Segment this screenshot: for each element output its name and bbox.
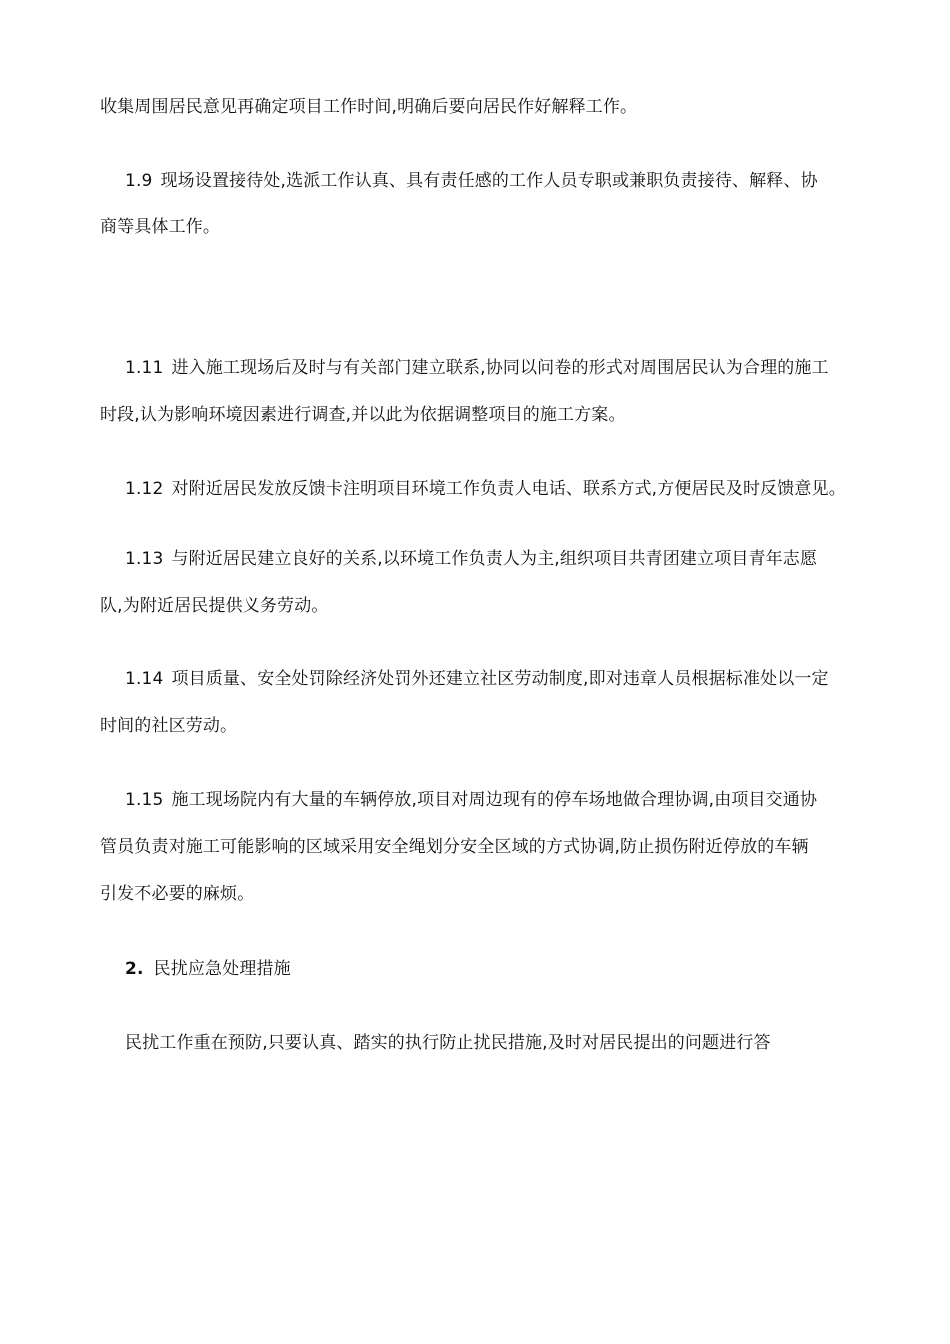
- line-text: 民扰工作重在预防,只要认真、踏实的执行防止扰民措施,及时对居民提出的问题进行答: [125, 1033, 771, 1053]
- line-text: 与附近居民建立良好的关系,以环境工作负责人为主,组织项目共青团建立项目青年志愿: [171, 549, 818, 569]
- section-number: 2.: [125, 959, 144, 979]
- paragraph-line: [125, 357, 829, 379]
- item-number: 1.12: [125, 479, 164, 499]
- item-number: 1.9: [125, 171, 153, 191]
- line-text: 施工现场院内有大量的车辆停放,项目对周边现有的停车场地做合理协调,由项目交通协: [171, 790, 818, 810]
- paragraph-line: [100, 715, 237, 737]
- paragraph-line: [125, 668, 829, 690]
- line-text: 收集周围居民意见再确定项目工作时间,明确后要向居民作好解释工作。: [100, 97, 638, 117]
- section-heading: [125, 958, 291, 980]
- line-text: 进入施工现场后及时与有关部门建立联系,协同以问卷的形式对周围居民认为合理的施工: [171, 358, 829, 378]
- paragraph-line: [100, 883, 254, 905]
- paragraph-line: [100, 404, 626, 426]
- line-text: 引发不必要的麻烦。: [100, 884, 255, 904]
- section-title: 民扰应急处理措施: [153, 959, 291, 979]
- paragraph-line: [100, 595, 329, 617]
- line-text: 时段,认为影响环境因素进行调查,并以此为依据调整项目的施工方案。: [100, 405, 626, 425]
- paragraph-line: [125, 789, 817, 811]
- line-text: 项目质量、安全处罚除经济处罚外还建立社区劳动制度,即对违章人员根据标准处以一定: [171, 669, 829, 689]
- paragraph-line: [125, 478, 846, 500]
- item-number: 1.11: [125, 358, 164, 378]
- line-text: 管员负责对施工可能影响的区域采用安全绳划分安全区域的方式协调,防止损伤附近停放的车辆: [100, 837, 809, 857]
- item-number: 1.14: [125, 669, 164, 689]
- line-text: 商等具体工作。: [100, 217, 221, 237]
- item-number: 1.15: [125, 790, 164, 810]
- line-text: 现场设置接待处,选派工作认真、具有责任感的工作人员专职或兼职负责接待、解释、协: [160, 171, 818, 191]
- line-text: 对附近居民发放反馈卡注明项目环境工作负责人电话、联系方式,方便居民及时反馈意见。: [171, 479, 846, 499]
- paragraph-line: [125, 1032, 771, 1054]
- paragraph-line: [125, 548, 817, 570]
- paragraph-line: [100, 216, 220, 238]
- item-number: 1.13: [125, 549, 164, 569]
- paragraph-line: [100, 96, 637, 118]
- paragraph-line: [125, 170, 818, 192]
- paragraph-line: [100, 836, 809, 858]
- line-text: 时间的社区劳动。: [100, 716, 238, 736]
- line-text: 队,为附近居民提供义务劳动。: [100, 596, 329, 616]
